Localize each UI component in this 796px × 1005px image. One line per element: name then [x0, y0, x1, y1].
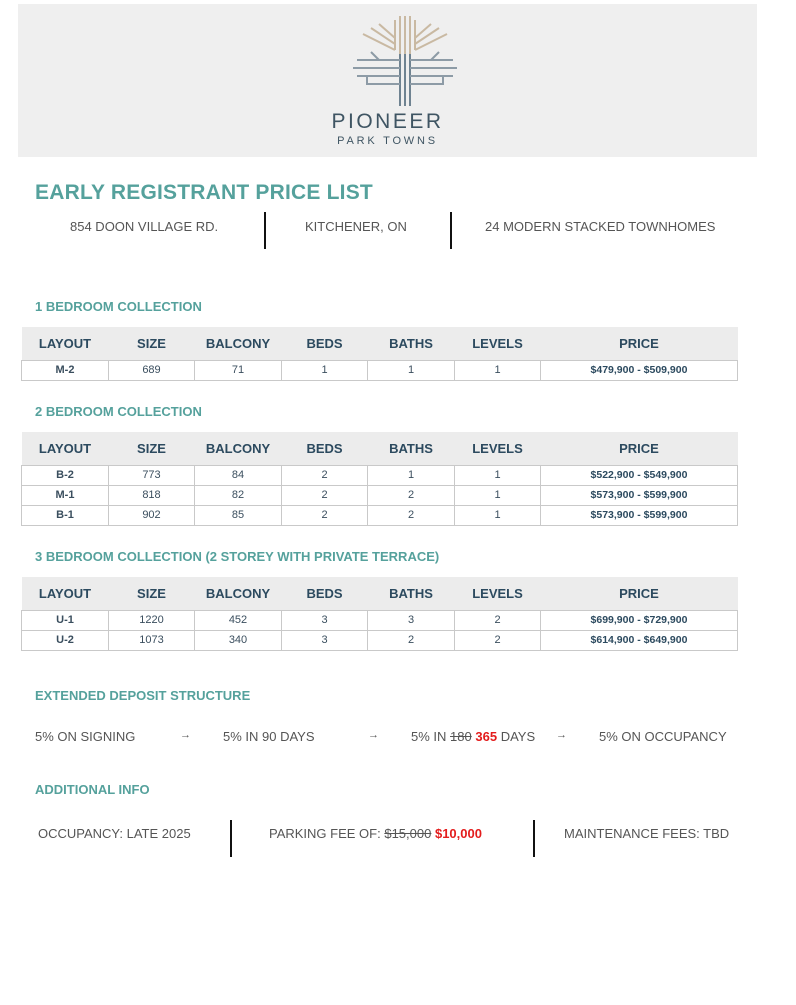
divider — [264, 212, 266, 249]
cell-balcony: 85 — [195, 505, 282, 525]
brand-subtitle: PARK TOWNS — [337, 135, 438, 147]
cell-baths: 2 — [368, 505, 455, 525]
cell-beds: 2 — [282, 505, 368, 525]
deposit-step-signing: 5% ON SIGNING — [35, 729, 136, 744]
collection-title: 2 BEDROOM COLLECTION — [35, 404, 202, 419]
column-header: LAYOUT — [22, 327, 109, 360]
collection-title: 3 BEDROOM COLLECTION (2 STOREY WITH PRIVATE TERRACE) — [35, 549, 440, 564]
cell-balcony: 340 — [195, 630, 282, 650]
address-description: 24 MODERN STACKED TOWNHOMES — [485, 219, 716, 234]
cell-levels: 1 — [455, 360, 541, 380]
deposit-step-prefix: 5% IN — [411, 729, 447, 744]
deposit-step-occupancy: 5% ON OCCUPANCY — [599, 729, 727, 744]
old-days-value: 180 — [450, 729, 472, 744]
cell-price: $699,900 - $729,900 — [541, 610, 738, 630]
cell-baths: 3 — [368, 610, 455, 630]
deposit-title: EXTENDED DEPOSIT STRUCTURE — [35, 688, 251, 703]
arrow-right-icon: → — [556, 729, 567, 741]
column-header: LAYOUT — [22, 432, 109, 465]
cell-levels: 1 — [455, 485, 541, 505]
column-header: LAYOUT — [22, 577, 109, 610]
column-header: BATHS — [368, 577, 455, 610]
table-row — [22, 505, 738, 525]
arrow-right-icon: → — [368, 729, 379, 741]
cell-size: 902 — [109, 505, 195, 525]
cell-size: 1220 — [109, 610, 195, 630]
cell-size: 1073 — [109, 630, 195, 650]
cell-beds: 1 — [282, 360, 368, 380]
cell-layout: B-2 — [22, 465, 109, 485]
cell-beds: 3 — [282, 610, 368, 630]
cell-price: $573,900 - $599,900 — [541, 485, 738, 505]
price-table-1-bedroom — [21, 327, 738, 381]
cell-beds: 3 — [282, 630, 368, 650]
cell-balcony: 71 — [195, 360, 282, 380]
parking-fee-label: PARKING FEE OF: — [269, 826, 381, 841]
cell-layout: U-1 — [22, 610, 109, 630]
deposit-step-90-days: 5% IN 90 DAYS — [223, 729, 315, 744]
cell-price: $573,900 - $599,900 — [541, 505, 738, 525]
cell-layout: M-2 — [22, 360, 109, 380]
collection-title: 1 BEDROOM COLLECTION — [35, 299, 202, 314]
cell-levels: 1 — [455, 465, 541, 485]
table-row — [22, 630, 738, 650]
table-row — [22, 485, 738, 505]
column-header: SIZE — [109, 432, 195, 465]
deposit-step-365-days — [411, 729, 535, 744]
additional-info-title: ADDITIONAL INFO — [35, 782, 150, 797]
column-header: PRICE — [541, 432, 738, 465]
table-row — [22, 465, 738, 485]
cell-price: $522,900 - $549,900 — [541, 465, 738, 485]
column-header: SIZE — [109, 577, 195, 610]
header-banner — [18, 4, 757, 157]
column-header: BEDS — [282, 577, 368, 610]
column-header: BALCONY — [195, 327, 282, 360]
cell-baths: 1 — [368, 360, 455, 380]
column-header: BEDS — [282, 432, 368, 465]
table-row — [22, 360, 738, 380]
cell-levels: 2 — [455, 610, 541, 630]
brand-name: PIONEER — [331, 110, 444, 133]
cell-size: 773 — [109, 465, 195, 485]
table-header-row — [22, 327, 738, 360]
column-header: LEVELS — [455, 432, 541, 465]
column-header: BATHS — [368, 327, 455, 360]
address-city: KITCHENER, ON — [305, 219, 407, 234]
deposit-step-suffix: DAYS — [500, 729, 536, 744]
cell-layout: M-1 — [22, 485, 109, 505]
column-header: SIZE — [109, 327, 195, 360]
occupancy-info: OCCUPANCY: LATE 2025 — [38, 826, 191, 841]
divider — [230, 820, 232, 857]
cell-size: 818 — [109, 485, 195, 505]
table-row — [22, 610, 738, 630]
price-table-2-bedroom — [21, 432, 738, 526]
table-header-row — [22, 432, 738, 465]
cell-layout: U-2 — [22, 630, 109, 650]
cell-beds: 2 — [282, 485, 368, 505]
divider — [450, 212, 452, 249]
parking-fee-old: $15,000 — [384, 826, 432, 841]
cell-baths: 1 — [368, 465, 455, 485]
cell-price: $479,900 - $509,900 — [541, 360, 738, 380]
column-header: LEVELS — [455, 327, 541, 360]
column-header: PRICE — [541, 327, 738, 360]
new-days-value: 365 — [475, 729, 498, 744]
arrow-right-icon: → — [180, 729, 191, 741]
parking-fee-info — [269, 826, 482, 841]
cell-size: 689 — [109, 360, 195, 380]
page-title: EARLY REGISTRANT PRICE LIST — [35, 181, 373, 204]
column-header: BALCONY — [195, 577, 282, 610]
price-table-3-bedroom — [21, 577, 738, 651]
parking-fee-new: $10,000 — [434, 826, 482, 841]
cell-balcony: 82 — [195, 485, 282, 505]
cell-levels: 1 — [455, 505, 541, 525]
cell-baths: 2 — [368, 485, 455, 505]
column-header: BEDS — [282, 327, 368, 360]
column-header: LEVELS — [455, 577, 541, 610]
address-street: 854 DOON VILLAGE RD. — [70, 219, 219, 234]
maintenance-fees-info: MAINTENANCE FEES: TBD — [564, 826, 730, 841]
cell-balcony: 84 — [195, 465, 282, 485]
cell-baths: 2 — [368, 630, 455, 650]
divider — [533, 820, 535, 857]
cell-price: $614,900 - $649,900 — [541, 630, 738, 650]
column-header: BALCONY — [195, 432, 282, 465]
column-header: PRICE — [541, 577, 738, 610]
column-header: BATHS — [368, 432, 455, 465]
cell-beds: 2 — [282, 465, 368, 485]
tree-logo-icon — [349, 14, 461, 106]
cell-layout: B-1 — [22, 505, 109, 525]
table-header-row — [22, 577, 738, 610]
cell-balcony: 452 — [195, 610, 282, 630]
cell-levels: 2 — [455, 630, 541, 650]
